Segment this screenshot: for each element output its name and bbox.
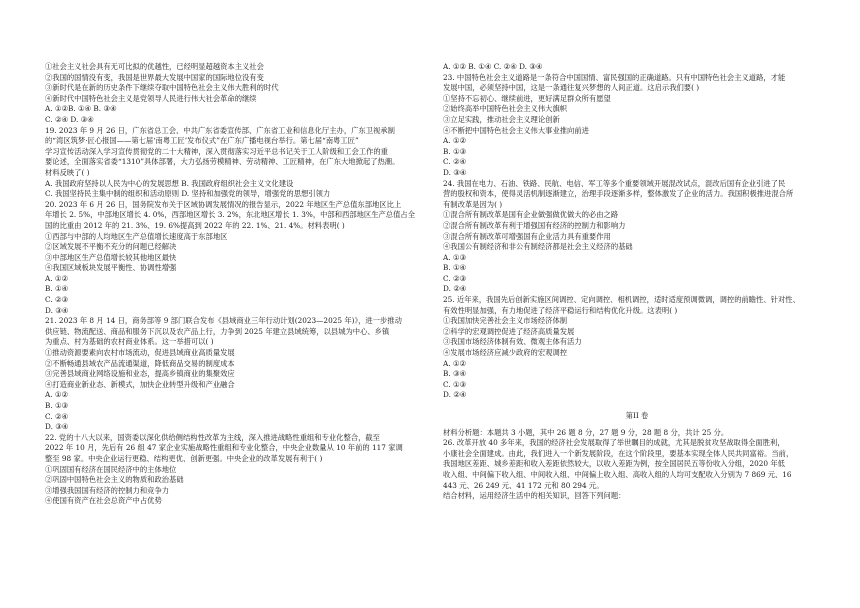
text-line: ④打造商业新业态、新模式，加快企业转型升级和产业融合 [45, 379, 235, 389]
text-line: C. ②④ [45, 411, 69, 421]
text-line: C. ②③ [443, 273, 467, 283]
text-line: ①推动资源要素向农村市场流动，促进县域商业高质量发展 [45, 348, 235, 358]
text-line: ①坚持不忘初心、继续前进，更好满足群众所有愿望 [443, 93, 611, 103]
text-line: ①西部与中部的人均地区生产总值增长速度高于东部地区 [45, 231, 228, 241]
text-line: D. ②④ [443, 390, 467, 400]
text-line: 的“湾区筑梦·匠心报国——第七届‘南粤工匠’发布仪式”在广东广播电视台举行。第七届“南粤工匠” [45, 136, 359, 146]
text-line: 结合材料，运用经济生活中的相关知识，回答下列问题： [443, 491, 626, 501]
text-line: 23. 中国特色社会主义道路是一条符合中国国情、富民强国的正确道路。只有中国特色社会主义道路，才能 [443, 72, 786, 82]
text-line: C. 我国坚持民主集中制的组织和活动原则 D. 坚持和加强党的领导，增强党的思想引领力 [45, 189, 331, 199]
text-line: ②科学的宏观调控促进了经济高质量发展 [443, 326, 575, 336]
text-line: ②巩固中国特色社会主义的物质和政治基础 [45, 475, 184, 485]
text-line: ③完善县域商业网络设施和业态，提高乡镇商业的集聚效应 [45, 369, 235, 379]
text-line: D. ③④ [45, 422, 69, 432]
right-column-questions [443, 62, 831, 401]
text-line: ②始终高举中国特色社会主义伟大旗帜 [443, 104, 568, 114]
text-line: 有效性明显加强，有力地促进了经济平稳运行和结构优化升级。这表明( ) [443, 305, 678, 315]
text-line: ③混合所有制改革可增强国有企业活力具有重要作用 [443, 231, 611, 241]
text-line: B. ①④ [443, 263, 467, 273]
text-line: C. ②④ D. ③④ [45, 114, 94, 124]
right-column [443, 0, 831, 502]
text-line: 有制改革是因为( ) [443, 199, 503, 209]
text-line: B. ③④ [443, 369, 467, 379]
text-line: 材料分析题：本题共 3 小题，其中 26 题 8 分，27 题 9 分，28 题 8 分，共计 25 分。 [443, 427, 729, 437]
text-line: 24. 我国在电力、石油、铁路、民航、电信、军工等多个重要领域开展混改试点，混改后国有企业引进了民 [443, 178, 786, 188]
left-column [45, 0, 427, 507]
text-line: A. ①② [443, 136, 466, 146]
text-line: ③增强我国国有经济的控制力和竞争力 [45, 485, 170, 495]
text-line: ②混合所有制改革有利于增强国有经济的控制力和影响力 [443, 220, 626, 230]
text-line: 营的股权和资本，使得灵活机制逐渐建立，治理手段逐渐多样，整体激发了企业的活力。我国积极推进混合所 [443, 189, 794, 199]
text-line: 供应链、物流配送、商品和服务下沉以及农产品上行，力争到 2025 年建立县域统筹，以县城为中心、乡镇 [45, 326, 390, 336]
text-line: 21. 2023 年 8 月 14 日，商务部等 9 部门联合发布《县域商业三年行动计划(2023—2025 年)》，进一步推动 [45, 316, 402, 326]
text-line: B. ①④ [45, 284, 69, 294]
text-line: ④发展市场经济应减少政府的宏观调控 [443, 348, 568, 358]
text-line: ①巩固国有经济在国民经济中的主体地位 [45, 464, 177, 474]
text-line: ③新时代是在新的历史条件下继续夺取中国特色社会主义伟大胜利的时代 [45, 83, 279, 93]
text-line: ②不断畅通县域农产品流通渠道，降低商品交易的制度成本 [45, 358, 235, 368]
text-line: 20. 2023 年 6 月 26 日，国务院发布关于区域协调发展情况的报告显示，2022 年地区生产总值东部地区比上 [45, 199, 402, 209]
text-line: B. ①③ [45, 401, 69, 410]
text-line: ③立足实践，推动社会主义理论创新 [443, 114, 560, 124]
text-line: 25. 近年来，我国先后创新实施区间调控、定向调控、相机调控，适时适度预调微调，调控的前瞻性、针对性、 [443, 295, 800, 305]
text-line: 我国地区差距、城乡差距和收入差距依然较大，以收入差距为例，按全国居民五等份收入分组，2020 年低 [443, 459, 785, 469]
text-line: ①我国加快完善社会主义市场经济体制 [443, 316, 568, 326]
text-line: ④我国公有制经济和非公有制经济都是社会主义经济的基础 [443, 242, 633, 252]
text-line: 发展中国，必须坚持中国，这是一条通往复兴梦想的人间正道。这启示我们要( ) [443, 83, 700, 93]
text-line: A. ①② [45, 390, 68, 400]
text-line: A. ①②B. ①④ B. ③④ [45, 104, 117, 114]
text-line: 26. 改革开放 40 多年来，我国的经济社会发展取得了举世瞩目的成就，尤其是脱贫攻坚战取得全面胜利， [443, 438, 785, 448]
text-line: 学习宣传活动深入学习宣传贯彻党的二十大精神，深入贯彻落实习近平总书记关于工人阶级和工会工作的重 [45, 146, 388, 156]
text-line: ③我国市场经济体制有效、微观主体有活力 [443, 337, 582, 347]
text-line: ①混合所有制改革是国有企业做强做优做大的必由之路 [443, 210, 619, 220]
text-line: 材料反映了( ) [45, 167, 90, 177]
text-line: 为重点、村为基础的农村商业体系。这一举措可以( ) [45, 337, 214, 347]
text-line: ①社会主义社会具有无可比拟的优越性，已经明显超越资本主义社会 [45, 62, 264, 71]
text-line: 国的比重由 2012 年的 21. 3%、19. 6%提高到 2022 年的 22. 1%、21. 4%。材料表明( ) [45, 220, 345, 230]
text-line: ④我国区域板块发展平衡性、协调性增强 [45, 263, 177, 273]
text-line: 2022 年 10 月，先后有 26 组 47 家企业实施战略性重组和专业化整合，中央企业数量从 10 年前的 117 家调 [45, 443, 403, 453]
text-line: C. ②④ [443, 157, 467, 167]
text-line: 要论述，全面落实省委“1310”具体部署，大力弘扬劳模精神、劳动精神、工匠精神，在广东大地掀起了热潮。 [45, 157, 400, 167]
text-line: ③中部地区生产总值增长较其他地区最快 [45, 252, 177, 262]
text-line: 收入组、中间偏下收入组、中间收入组、中间偏上收入组、高收入组的人均可支配收入分别为 7 869 元、16 [443, 469, 792, 479]
section-two-intro [443, 428, 831, 502]
text-line: D. ③④ [45, 305, 69, 315]
text-line: A. 我国政府坚持以人民为中心的发展思想 B. 我国政府组织社会主义文化建设 [45, 178, 294, 188]
text-line: 19. 2023 年 9 月 26 日，广东省总工会、中共广东省委宣传部、广东省工业和信息化厅主办，广东卫视承制 [45, 125, 395, 135]
text-line: 年增长 2. 5%，中部地区增长 4. 0%，西部地区增长 3. 2%，东北地区增长 1. 3%，中部和西部地区生产总值占全 [45, 210, 415, 220]
text-line: ④不断把中国特色社会主义伟大事业推向前进 [443, 125, 589, 135]
text-line: ②区域发展不平衡不充分的问题已经解决 [45, 242, 177, 252]
text-line: A. ①② [45, 273, 68, 283]
text-line: ④使国有资产在社会总资产中占优势 [45, 496, 162, 506]
text-line: 小康社会全面建成。由此，我们进入一个新发展阶段，在这个阶段里，要基本实现全体人民共同富裕。当前， [443, 448, 794, 458]
text-line: D. ②④ [443, 284, 467, 294]
text-line: 整至 98 家。中央企业运行更稳、结构更优、创新更强。中央企业的改革发展有利于( ) [45, 453, 323, 463]
text-line: 443 元、26 249 元、41 172 元和 80 294 元。 [443, 480, 604, 490]
text-line: ②我国的国情没有变，我国是世界最大发展中国家的国际地位没有变 [45, 72, 264, 82]
section-title: 第II 卷 [625, 411, 649, 420]
text-line: A. ①② [443, 358, 466, 368]
text-line: ④新时代中国特色社会主义是党领导人民进行伟大社会革命的继续 [45, 93, 257, 103]
text-line: 22. 党的十八大以来，国资委以深化供给侧结构性改革为主线，深入推进战略性重组和专业化整合，截至 [45, 432, 380, 442]
text-line: B. ①③ [443, 146, 467, 156]
text-line: D. ③④ [443, 167, 467, 177]
text-line: A. ①③ [443, 252, 466, 262]
text-line: C. ①③ [443, 379, 467, 389]
text-line: C. ②③ [45, 295, 69, 305]
text-line: A. ①② B. ①④ C. ②④ D. ③④ [443, 62, 543, 71]
